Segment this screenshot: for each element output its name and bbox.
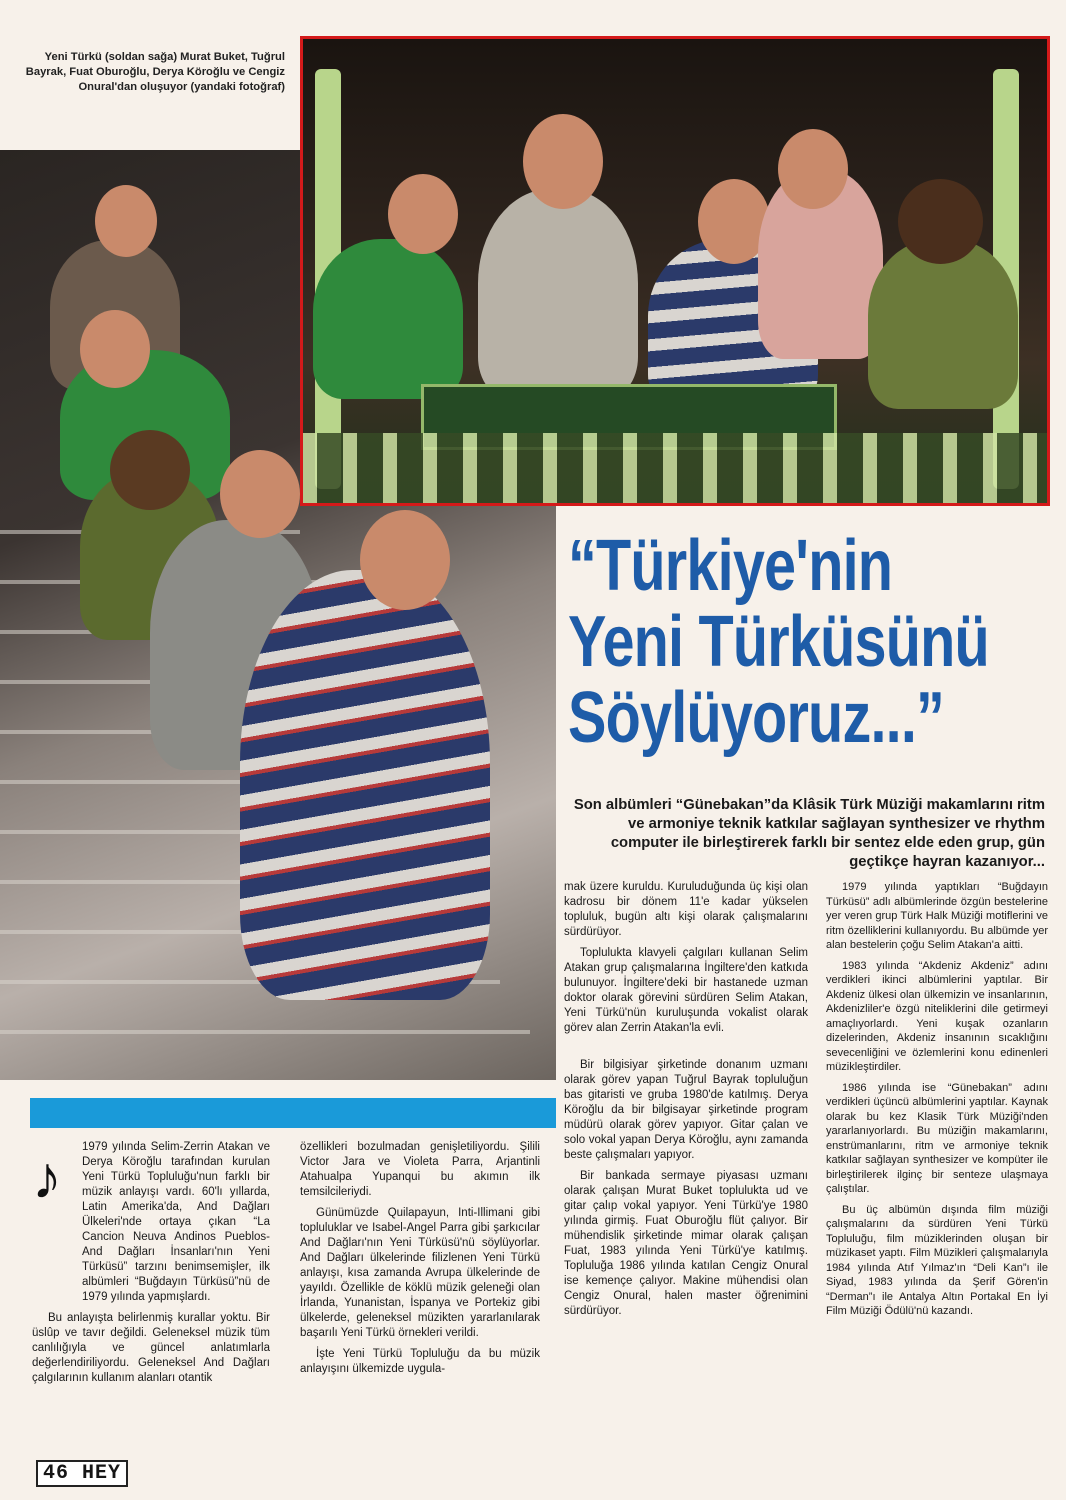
col3-paragraph-1: mak üzere kuruldu. Kuruluduğunda üç kişi olan kadrosu bir dönem 11'e kadar yükselen topluluk, bugün altı kişi olarak çalışmalarını sürdürüyor.	[564, 881, 808, 938]
col2-paragraph-3: İşte Yeni Türkü Topluluğu da bu müzik anlayışını ülkemizde uygula-	[300, 1348, 540, 1375]
headline-line-3: Söylüyoruz...”	[568, 678, 945, 758]
band-in-gazebo-photo	[300, 36, 1050, 506]
col3-paragraph-4: Bir bankada sermaye piyasası uzmanı olarak çalışan Murat Buket toplulukta ud ve gitar çalıp vokal yapıyor. Yeni Türkü'ye 1980 yılında girmiş. Fuat Oburoğlu flüt çalıyor. Bir mühendislik şirketinde mimar olarak çalışan Fuat, 1983 yılında Yeni Türkü'ye katılmış. Topluluğa 1986 yılında katılan Cengiz Onural ise kemençe çalıyor. Makine mühendisi olan Cengiz Onural, halen master öğrenimini sürdürüyor.	[564, 1170, 808, 1317]
body-column-3	[564, 880, 808, 1325]
col3-paragraph-2: Toplulukta klavyeli çalgıları kullanan Selim Atakan grup çalışmalarına İngiltere'den katkıda bulunuyor. İngiltere'deki bir hastanede uzman doktor olarak görevini sürdüren Selim Atakan, Yeni Türkü'nün kuruluşunda vokalist olarak görev alan Zerrin Atakan'la evli.	[564, 947, 808, 1034]
col3-paragraph-3: Bir bilgisiyar şirketinde donanım uzmanı olarak görev yapan Tuğrul Bayrak topluluğun bas gitaristi ve gruba 1980'de katılmış. Derya Köroğlu da bir bilgisayar şirketinde program müdürü olarak görev yapıyor. Gitar çalan ve solo vokal yapan Derya Köroğlu, aynı zamanda beste çalışmaları yapıyor.	[564, 1059, 808, 1161]
article-headline	[568, 526, 989, 758]
body-column-4	[826, 880, 1048, 1325]
col1-paragraph-2: Bu anlayışta belirlenmiş kurallar yoktu. Bir üslûp ve tavır değildi. Geleneksel müzik tüm canlılığıyla ve güncel anlatımlarla değerlendiriliyordu. Geleneksel And Dağları çalgılarının kullanım alanları otantik	[32, 1312, 270, 1384]
headline-line-2: Yeni Türküsünü	[568, 602, 989, 682]
col4-paragraph-4: Bu üç albümün dışında film müziği çalışmalarını da sürdüren Yeni Türkü Topluluğu, film müziklerinden oluşan bir müzikaset yaptı. Film Müzikleri çalışmalarıyla 1984 yılında Atıf Yılmaz'ın “Deli Kan”ı ile Siyad, 1983 yılında da Şerif Gören'in “Derman”ı ile Antalya Altın Portakal En İyi Film Müziği Ödülü'nü kazandı.	[826, 1203, 1048, 1317]
body-column-1	[32, 1140, 270, 1392]
photo-caption: Yeni Türkü (soldan sağa) Murat Buket, Tuğrul Bayrak, Fuat Oburoğlu, Derya Köroğlu ve Cengiz Onural'dan oluşuyor (yandaki fotoğraf)	[25, 51, 285, 93]
headline-line-1: “Türkiye'nin	[568, 526, 893, 606]
col4-paragraph-2: 1983 yılında “Akdeniz Akdeniz” adını verdikleri ikinci albümlerini yaptılar. Bir Akdeniz ülkesi olan ülkemizin ve insanlarının, Akdenizliler'e özgü niteliklerini dile getirmeyi amaçlıyorlardı. Yeni kuşak ozanların dizelerinden, Akdeniz insanının sıcaklığını sevecenliğini ve özlemlerini konu edinenleri müzikleştirdiler.	[826, 959, 1048, 1073]
page-folio: 46 HEY	[36, 1460, 128, 1487]
col4-paragraph-3: 1986 yılında ise “Günebakan” adını verdikleri üçüncü albümlerini yaptılar. Kaynak olarak bu kez Klasik Türk Müziği'nden yararlanıyorlardı. Bu müziğin makamlarını, enstrümanlarını, ritm ve armoniye teknik katkılar sağlayan synthesizer ve kompüter ile birleştirilerek ilginç bir senteze ulaşmaya çalıştılar.	[826, 1081, 1048, 1195]
col2-paragraph-2: Günümüzde Quilapayun, Inti-Illimani gibi topluluklar ve Isabel-Angel Parra gibi şarkıcılar And Dağları'nın Yeni Türküsü'nü söylüyorlar. And Dağları ülkelerinde filizlenen Yeni Türkü anlayışı, kısa zamanda Avrupa ülkelerinde de yayıldı. Özellikle de köklü müzik geleneği olan İrlanda, Yunanistan, İspanya ve Portekiz gibi ülkelerde, geleneksel müzikten yararlanılarak başarılı Yeni Türkü örnekleri verildi.	[300, 1207, 540, 1339]
article-deck: Son albümleri “Günebakan”da Klâsik Türk Müziği makamlarını ritm ve armoniye teknik katkılar sağlayan synthesizer ve rhythm computer ile birleştirerek farklı bir sentez elde eden grup, gün geçtikçe hayran kazanıyor...	[573, 797, 1045, 870]
col1-paragraph-1: 1979 yılında Selim-Zerrin Atakan ve Derya Köroğlu tarafından kurulan Yeni Türkü Topluluğu'nun farklı bir müzik anlayışı vardı. 60'lı yıllarda, Latin Amerika'da, And Dağları Ülkeleri'nde ortaya çıkan “La Cancion Neuva Andinos Pueblos-And Dağları İnsanları'nın Yeni Türküsü” tarzını benimsemişler, ilk albümleri “Buğdayın Türküsü”nü de 1979 yılında yapmışlardı.	[82, 1141, 270, 1303]
col2-paragraph-1: özellikleri bozulmadan genişletiliyordu. Şilili Victor Jara ve Violeta Parra, Arjantinli Atahualpa Yupanqui bu akımın ilk temsilcileriydi.	[300, 1141, 540, 1198]
section-color-bar	[30, 1098, 556, 1128]
col4-paragraph-1: 1979 yılında yaptıkları “Buğdayın Türküsü” adlı albümlerinde özgün bestelerine yer veren grup Türk Halk Müziği motiflerini ve ritm özelliklerini kullanıyordu. Bu albümde yer alan bestelerin çoğu Selim Atakan'a aitti.	[826, 881, 1048, 951]
music-note-icon: ♪	[32, 1144, 62, 1211]
body-column-2	[300, 1140, 540, 1383]
